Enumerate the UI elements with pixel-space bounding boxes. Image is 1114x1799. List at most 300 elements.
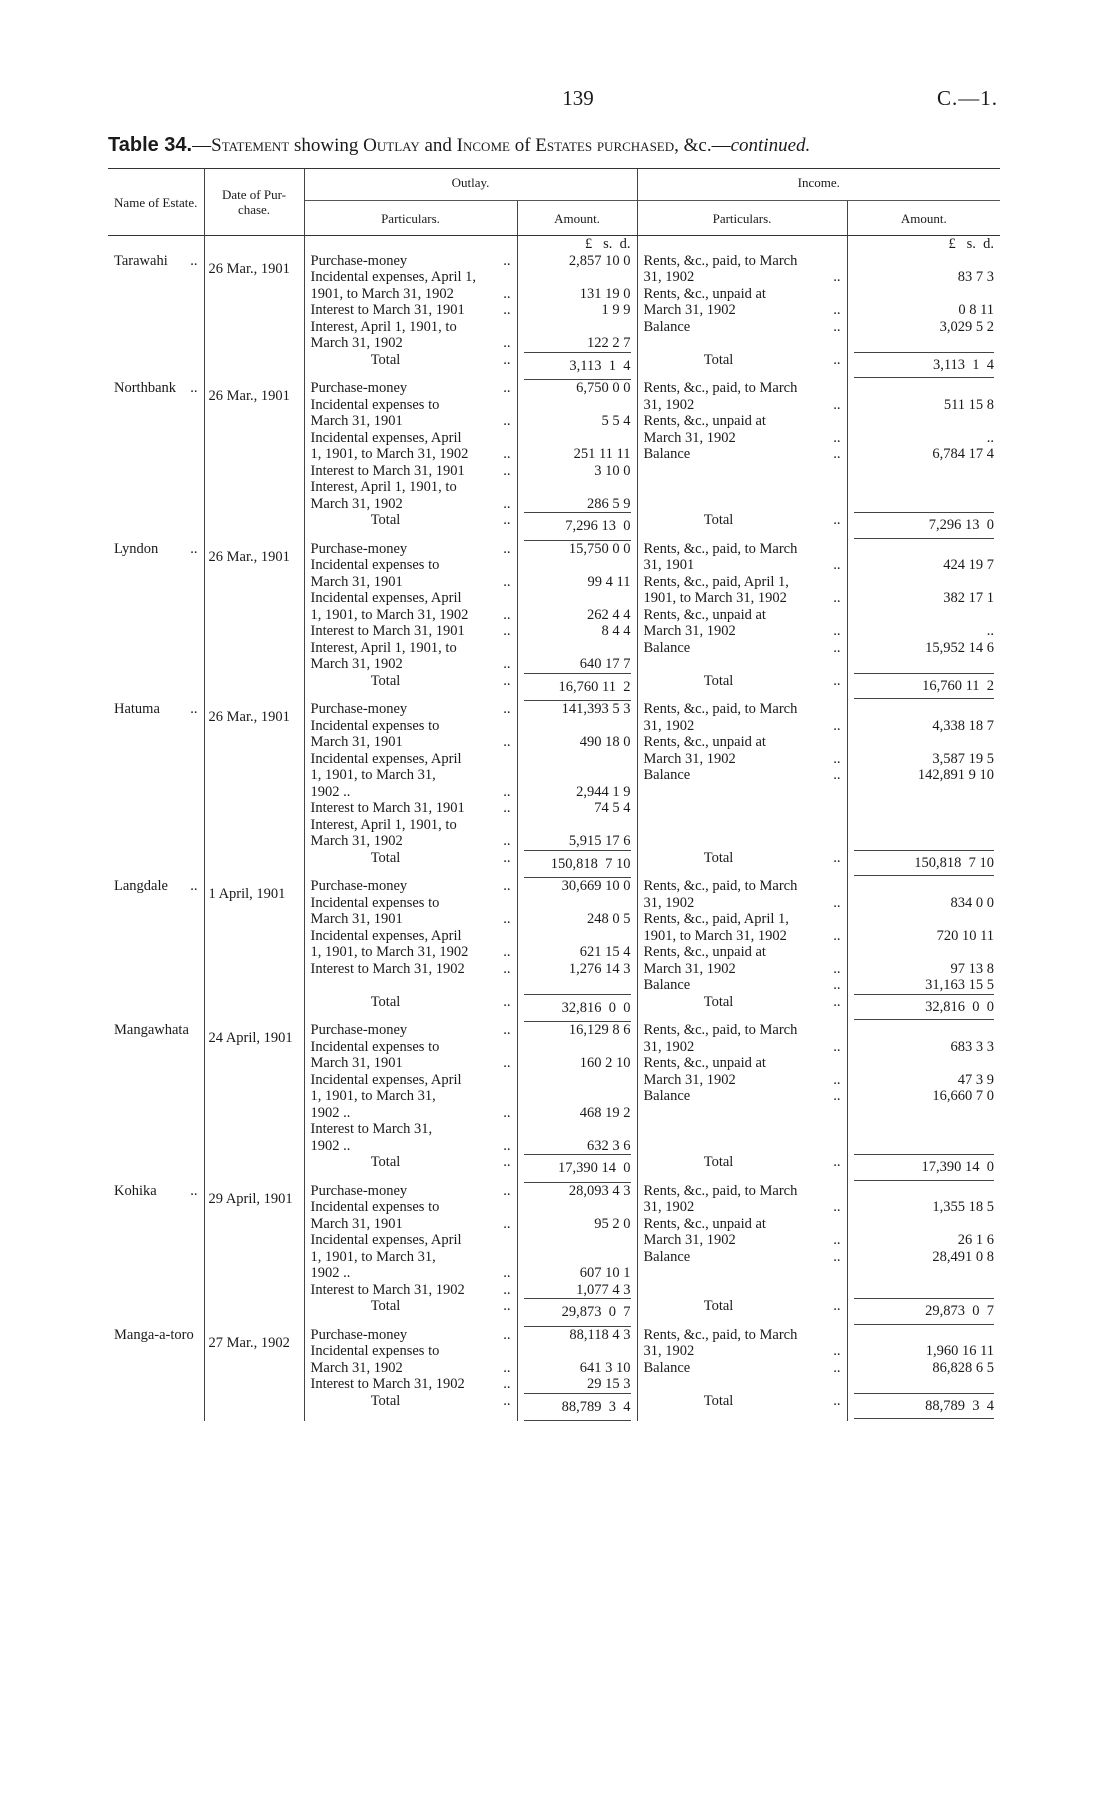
purchase-date: 29 April, 1901 (204, 1183, 304, 1299)
income-particular-line (644, 1360, 841, 1377)
unit-spacer (108, 236, 204, 253)
purchase-date: 26 Mar., 1901 (204, 253, 304, 352)
outlay-particular-text: 1902 .. (310, 1265, 351, 1281)
outlay-particular-line (311, 557, 511, 574)
outlay-amount: 5 5 4 (601, 413, 631, 429)
outlay-total-label: Total (370, 1154, 401, 1170)
income-particular-text: 31, 1902 (643, 717, 695, 734)
outlay-amount: 286 5 9 (587, 495, 631, 512)
outlay-particular-line (311, 1138, 511, 1155)
income-amount: 382 17 1 (943, 590, 995, 606)
income-total-label: Total (703, 512, 734, 528)
total-spacer (204, 352, 304, 381)
leader-dots: .. (190, 252, 198, 269)
leader-dots: .. (503, 540, 511, 557)
outlay-particular-line (311, 1105, 511, 1122)
outlay-particular-text: March 31, 1901 (310, 734, 403, 750)
outlay-particular-line (311, 701, 511, 718)
leader-dots: .. (503, 1376, 511, 1392)
leader-dots: .. (833, 767, 841, 783)
income-amount: 683 3 3 (950, 1038, 995, 1055)
outlay-total-amount-cell (517, 850, 637, 879)
income-particular-line (644, 541, 841, 558)
estate-name-cell (108, 701, 204, 850)
outlay-particular-text: Incidental expenses to (310, 1199, 440, 1215)
income-amount-cell (847, 380, 1000, 512)
income-particular-text: Rents, &c., unpaid at (643, 606, 766, 623)
outlay-total-label: Total (370, 1298, 401, 1314)
income-total: 17,390 14 0 (854, 1154, 995, 1181)
income-particular-line (644, 574, 841, 591)
income-particular-line (644, 380, 841, 397)
leader-dots: .. (833, 302, 841, 318)
amount-spacer (524, 1039, 631, 1056)
amount-spacer (524, 479, 631, 496)
outlay-particulars-cell (304, 380, 517, 512)
income-particular-text: 31, 1902 (643, 269, 695, 285)
income-particular-text: Rents, &c., paid, April 1, (643, 573, 789, 590)
purchase-date: 26 Mar., 1901 (204, 541, 304, 673)
outlay-particular-text: Incidental expenses to (310, 1343, 440, 1359)
amount-spacer (524, 1088, 631, 1105)
outlay-particular-text: Incidental expenses to (310, 396, 440, 413)
leader-dots: .. (833, 318, 841, 335)
leader-dots: .. (833, 429, 841, 446)
outlay-particular-line (311, 1039, 511, 1056)
amount-spacer (854, 1022, 995, 1039)
outlay-particular-line (311, 413, 511, 430)
outlay-total: 32,816 0 0 (524, 994, 631, 1023)
estate-name: Langdale (114, 878, 168, 894)
outlay-amount: 141,393 5 3 (561, 701, 631, 717)
outlay-particulars-cell (304, 1327, 517, 1393)
outlay-particular-text: Interest to March 31, 1902 (310, 960, 465, 977)
income-total-amount-cell (847, 1154, 1000, 1183)
amount-spacer (854, 1055, 995, 1072)
income-particular-text: March 31, 1902 (643, 623, 736, 639)
amount-spacer (854, 1216, 995, 1233)
leader-dots: .. (503, 701, 511, 717)
outlay-particular-line (311, 496, 511, 513)
income-particular-line (644, 590, 841, 607)
income-particular-text: March 31, 1902 (643, 960, 736, 977)
income-particular-text: Balance (643, 446, 691, 462)
income-particular-line (644, 928, 841, 945)
outlay-particular-text: 1, 1901, to March 31, (310, 767, 436, 783)
outlay-particular-line (311, 319, 511, 336)
estate-name-cell (108, 253, 204, 352)
title-word-showing: showing (289, 135, 364, 156)
leader-dots: .. (833, 557, 841, 573)
total-spacer (108, 352, 204, 381)
income-particular-text: 1901, to March 31, 1902 (643, 590, 787, 606)
income-particular-line (644, 1022, 841, 1039)
outlay-particular-text: Incidental expenses, April (310, 429, 462, 446)
outlay-particular-line (311, 269, 511, 286)
leader-dots: .. (833, 351, 841, 368)
income-amount: 16,660 7 0 (932, 1088, 995, 1104)
leader-dots: .. (503, 783, 511, 800)
outlay-total-label-cell (304, 850, 517, 879)
unit-spacer (204, 236, 304, 253)
income-total: 32,816 0 0 (854, 994, 995, 1021)
income-particular-text: 31, 1901 (643, 557, 695, 573)
income-particulars-cell (637, 878, 847, 994)
leader-dots: .. (503, 1137, 511, 1154)
leader-dots: .. (833, 750, 841, 767)
outlay-amount: 641 3 10 (579, 1359, 631, 1376)
outlay-amount: 8 4 4 (601, 623, 631, 639)
outlay-amount: 5,915 17 6 (568, 833, 631, 849)
table-title (108, 134, 998, 157)
outlay-particular-line (311, 767, 511, 784)
income-total-label-cell (637, 994, 847, 1023)
outlay-total-label: Total (370, 1392, 401, 1409)
total-spacer (204, 1393, 304, 1422)
outlay-particular-line (311, 1121, 511, 1138)
income-amount: 142,891 9 10 (917, 767, 995, 783)
outlay-total-amount-cell (517, 1154, 637, 1183)
leader-dots: .. (833, 1071, 841, 1088)
outlay-amount: 122 2 7 (587, 335, 631, 351)
amount-spacer (524, 1199, 631, 1216)
amount-spacer (854, 911, 995, 928)
total-spacer (108, 850, 204, 879)
estate-row (108, 878, 1000, 994)
outlay-particular-line (311, 1343, 511, 1360)
income-total-amount-cell (847, 673, 1000, 702)
outlay-particular-line (311, 817, 511, 834)
header-row-top (108, 169, 1000, 201)
income-amount-cell (847, 253, 1000, 352)
outlay-particular-text: Interest, April 1, 1901, to (310, 816, 457, 833)
outlay-amount: 1,077 4 3 (576, 1281, 631, 1298)
leader-dots: .. (503, 512, 511, 528)
outlay-particular-text: March 31, 1902 (310, 656, 403, 672)
leader-dots: .. (503, 252, 511, 269)
outlay-particular-line (311, 623, 511, 640)
income-total-label: Total (703, 1154, 734, 1170)
income-particular-line (644, 767, 841, 784)
amount-spacer (524, 557, 631, 574)
outlay-particular-text: Interest to March 31, 1901 (310, 462, 465, 479)
income-particular-text: 31, 1902 (643, 894, 695, 911)
outlay-particular-line (311, 541, 511, 558)
col-name-of-estate: Name of Estate. (108, 169, 204, 236)
leader-dots: .. (833, 639, 841, 656)
outlay-particular-line (311, 590, 511, 607)
income-particular-text: Balance (643, 1088, 691, 1104)
income-particular-line (644, 895, 841, 912)
total-spacer (204, 673, 304, 702)
outlay-total: 88,789 3 4 (524, 1393, 631, 1422)
outlay-particular-line (311, 911, 511, 928)
outlay-total: 7,296 13 0 (524, 512, 631, 541)
outlay-particular-text: 1902 .. (310, 783, 351, 800)
outlay-particular-text: March 31, 1901 (310, 1055, 403, 1071)
estate-name-cell (108, 1327, 204, 1393)
amount-spacer (854, 1327, 995, 1344)
income-amount: 4,338 18 7 (932, 717, 995, 734)
leader-dots: .. (503, 623, 511, 639)
amount-spacer (524, 895, 631, 912)
outlay-particular-line (311, 718, 511, 735)
leader-dots: .. (833, 1232, 841, 1248)
income-particular-line (644, 1216, 841, 1233)
outlay-amount-cell (517, 878, 637, 994)
income-particular-line (644, 701, 841, 718)
leader-dots: .. (833, 623, 841, 639)
outlay-particular-line (311, 1282, 511, 1299)
outlay-particular-text: 1902 .. (310, 1137, 351, 1154)
leader-dots: .. (833, 894, 841, 911)
outlay-particular-line (311, 1249, 511, 1266)
total-spacer (108, 1298, 204, 1327)
income-total-label-cell (637, 352, 847, 381)
income-particular-text: March 31, 1902 (643, 750, 736, 767)
outlay-particular-text: Incidental expenses to (310, 1038, 440, 1055)
outlay-particular-line (311, 640, 511, 657)
outlay-amount: 2,857 10 0 (568, 252, 631, 269)
outlay-particular-text: March 31, 1902 (310, 495, 403, 512)
income-particular-line (644, 623, 841, 640)
leader-dots: .. (503, 351, 511, 368)
amount-spacer (854, 541, 995, 558)
income-particular-text: Rents, &c., paid, to March (643, 701, 798, 717)
income-particulars-cell (637, 1183, 847, 1299)
total-row (108, 1154, 1000, 1183)
outlay-particular-text: March 31, 1901 (310, 1215, 403, 1232)
total-spacer (108, 994, 204, 1023)
outlay-particular-line (311, 878, 511, 895)
income-particular-text: 31, 1902 (643, 1038, 695, 1055)
outlay-amount: 468 19 2 (579, 1104, 631, 1121)
income-particular-line (644, 944, 841, 961)
income-total-amount-cell (847, 352, 1000, 381)
outlay-amount: 607 10 1 (579, 1265, 631, 1281)
income-particular-text: March 31, 1902 (643, 1071, 736, 1088)
outlay-amount: 99 4 11 (587, 573, 631, 590)
estate-row (108, 380, 1000, 512)
outlay-particular-text: Purchase-money (310, 1182, 408, 1199)
income-particular-text: 31, 1902 (643, 1199, 695, 1215)
income-particular-text: Rents, &c., paid, to March (643, 1022, 798, 1038)
estate-name: Northbank (114, 380, 177, 396)
outlay-total-amount-cell (517, 512, 637, 541)
leader-dots: .. (833, 1298, 841, 1314)
income-particular-text: Balance (643, 977, 691, 993)
title-word-estates: Estates purchased (535, 135, 675, 156)
total-spacer (108, 673, 204, 702)
total-spacer (204, 994, 304, 1023)
outlay-particular-line (311, 751, 511, 768)
outlay-particular-line (311, 380, 511, 397)
leader-dots: .. (503, 1154, 511, 1170)
income-total-label-cell (637, 1298, 847, 1327)
leader-dots: .. (833, 1343, 841, 1359)
outlay-particulars-cell (304, 253, 517, 352)
outlay-amount: 621 15 4 (579, 944, 631, 960)
income-amount: 0 8 11 (958, 302, 995, 318)
income-amount: 86,828 6 5 (932, 1359, 995, 1376)
outlay-amount: 15,750 0 0 (568, 540, 631, 557)
outlay-amount: 74 5 4 (594, 800, 631, 816)
income-total: 88,789 3 4 (854, 1393, 995, 1420)
outlay-total-label-cell (304, 352, 517, 381)
outlay-amount: 28,093 4 3 (568, 1182, 631, 1199)
outlay-particular-line (311, 784, 511, 801)
income-amount: .. (986, 429, 995, 446)
outlay-particular-line (311, 1232, 511, 1249)
estate-row (108, 701, 1000, 850)
outlay-particular-line (311, 1022, 511, 1039)
total-spacer (204, 512, 304, 541)
outlay-particular-line (311, 895, 511, 912)
outlay-amount: 640 17 7 (579, 656, 631, 672)
income-amount: 3,029 5 2 (939, 318, 995, 335)
income-particular-line (644, 878, 841, 895)
estate-row (108, 541, 1000, 673)
outlay-amount: 88,118 4 3 (569, 1326, 631, 1343)
income-particular-text: Rents, &c., paid, to March (643, 252, 798, 269)
leader-dots: .. (833, 849, 841, 866)
outlay-particular-text: Purchase-money (310, 1326, 408, 1343)
income-total-amount-cell (847, 994, 1000, 1023)
total-spacer (108, 1393, 204, 1422)
total-row (108, 1298, 1000, 1327)
leader-dots: .. (503, 1392, 511, 1409)
leader-dots: .. (503, 833, 511, 849)
income-particular-text: Balance (643, 639, 691, 656)
leader-dots: .. (833, 396, 841, 413)
leader-dots: .. (833, 927, 841, 944)
outlay-total-label-cell (304, 673, 517, 702)
amount-spacer (854, 878, 995, 895)
outlay-amount: 248 0 5 (587, 911, 631, 927)
amount-spacer (854, 380, 995, 397)
title-dash: — (192, 135, 212, 156)
amount-spacer (524, 430, 631, 447)
page-number: 139 (562, 86, 594, 110)
outlay-currency-units: £ s. d. (517, 236, 637, 253)
outlay-particular-text: March 31, 1901 (310, 413, 403, 429)
income-amount-cell (847, 878, 1000, 994)
income-particulars-cell (637, 541, 847, 673)
estate-name-cell (108, 1022, 204, 1154)
income-total-amount-cell (847, 512, 1000, 541)
title-word-continued: continued. (730, 135, 811, 156)
income-amount: 834 0 0 (950, 894, 995, 911)
outlay-total-amount-cell (517, 1393, 637, 1422)
income-amount: 15,952 14 6 (925, 639, 995, 656)
amount-spacer (524, 397, 631, 414)
income-particulars-cell (637, 253, 847, 352)
outlay-amount-cell (517, 1327, 637, 1393)
income-particular-line (644, 430, 841, 447)
leader-dots: .. (503, 911, 511, 927)
outlay-particular-line (311, 1183, 511, 1200)
leader-dots: .. (503, 302, 511, 318)
outlay-particular-line (311, 335, 511, 352)
income-particular-text: Rents, &c., unpaid at (643, 734, 766, 750)
outlay-amount: 490 18 0 (579, 734, 631, 750)
outlay-total: 150,818 7 10 (524, 850, 631, 879)
leader-dots: .. (833, 1392, 841, 1409)
income-amount: 720 10 11 (936, 927, 995, 944)
outlay-total-amount-cell (517, 352, 637, 381)
leader-dots: .. (833, 269, 841, 285)
unit-spacer (637, 236, 847, 253)
outlay-particular-text: Incidental expenses, April (310, 590, 462, 606)
outlay-particular-line (311, 833, 511, 850)
outlay-particular-line (311, 1072, 511, 1089)
col-income-particulars: Particulars. (637, 201, 847, 236)
outlay-amount: 131 19 0 (579, 285, 631, 302)
leader-dots: .. (833, 672, 841, 689)
outlay-amount: 30,669 10 0 (561, 878, 631, 894)
outlay-amount-cell (517, 380, 637, 512)
outlay-particular-text: Interest to March 31, 1901 (310, 623, 465, 639)
total-spacer (204, 1154, 304, 1183)
leader-dots: .. (503, 606, 511, 623)
leader-dots: .. (190, 380, 198, 396)
outlay-particulars-cell (304, 1022, 517, 1154)
purchase-date: 27 Mar., 1902 (204, 1327, 304, 1393)
outlay-particular-line (311, 286, 511, 303)
income-particular-text: March 31, 1902 (643, 1232, 736, 1248)
outlay-particular-text: 1, 1901, to March 31, 1902 (310, 606, 469, 623)
income-amount: 6,784 17 4 (932, 446, 995, 462)
income-total-label-cell (637, 850, 847, 879)
income-amount: 47 3 9 (957, 1071, 995, 1088)
outlay-particular-line (311, 479, 511, 496)
outlay-particular-line (311, 1360, 511, 1377)
estate-name: Lyndon (114, 540, 159, 557)
income-total-label-cell (637, 673, 847, 702)
income-particular-line (644, 607, 841, 624)
title-word-income: Income (456, 135, 510, 156)
outlay-particular-text: Interest, April 1, 1901, to (310, 639, 457, 656)
total-spacer (204, 850, 304, 879)
estate-name-cell (108, 1183, 204, 1299)
estates-table (108, 168, 1000, 1421)
income-total-amount-cell (847, 1393, 1000, 1422)
outlay-particular-line (311, 446, 511, 463)
income-amount-cell (847, 701, 1000, 850)
total-row (108, 352, 1000, 381)
outlay-particulars-cell (304, 541, 517, 673)
outlay-particular-text: March 31, 1902 (310, 833, 403, 849)
amount-spacer (524, 1343, 631, 1360)
income-particular-line (644, 286, 841, 303)
outlay-particular-text: Incidental expenses, April (310, 1071, 462, 1088)
amount-spacer (524, 269, 631, 286)
income-amount: 28,491 0 8 (932, 1248, 995, 1265)
outlay-particular-text: March 31, 1901 (310, 573, 403, 590)
outlay-particular-text: Purchase-money (310, 701, 408, 717)
income-particular-text: 31, 1902 (643, 1343, 695, 1359)
income-amount: 97 13 8 (950, 960, 995, 977)
outlay-total: 3,113 1 4 (524, 352, 631, 381)
page-reference: C.—1. (936, 86, 998, 110)
income-particular-line (644, 1183, 841, 1200)
outlay-total-amount-cell (517, 673, 637, 702)
amount-spacer (524, 928, 631, 945)
leader-dots: .. (190, 878, 198, 894)
income-particular-line (644, 1072, 841, 1089)
estate-row (108, 1183, 1000, 1299)
outlay-particular-text: Incidental expenses, April 1, (310, 269, 476, 285)
